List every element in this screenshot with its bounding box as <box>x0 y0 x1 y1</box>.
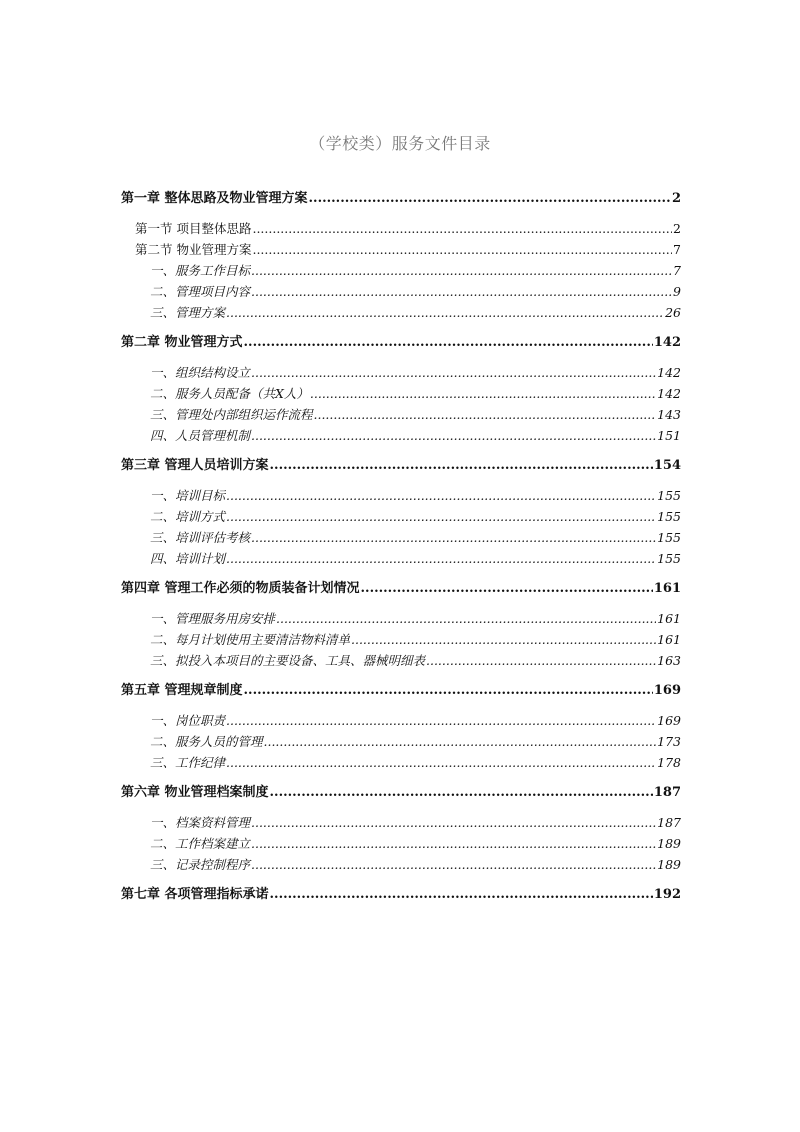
toc-label: 第七章 各项管理指标承诺 <box>121 887 269 902</box>
toc-page-number: 189 <box>657 857 681 872</box>
toc-section-1-2[interactable] <box>121 239 681 260</box>
toc-page-number: 143 <box>657 407 681 422</box>
toc-item[interactable] <box>121 854 681 875</box>
toc-item[interactable] <box>121 527 681 548</box>
toc-label: 四、培训计划 <box>150 551 226 566</box>
toc-item[interactable] <box>121 485 681 506</box>
dot-leader <box>251 362 656 383</box>
toc-label: 三、记录控制程序 <box>150 857 251 872</box>
toc-item[interactable] <box>121 548 681 569</box>
toc-label: 三、管理处内部组织运作流程 <box>150 407 313 422</box>
dot-leader <box>252 218 672 239</box>
toc-label: 第一节 项目整体思路 <box>135 221 252 236</box>
toc-page-number: 161 <box>653 581 681 596</box>
toc-label: 二、服务人员配备（共X人） <box>150 386 309 401</box>
toc-item[interactable] <box>121 629 681 650</box>
toc-page-number: 9 <box>673 284 681 299</box>
toc-item[interactable] <box>121 281 681 302</box>
toc-label: 第五章 管理规章制度 <box>121 683 243 698</box>
toc-chapter-2[interactable] <box>121 332 681 354</box>
toc-page-number: 173 <box>657 734 681 749</box>
dot-leader <box>226 548 656 569</box>
dot-leader <box>226 752 656 773</box>
toc-item[interactable] <box>121 752 681 773</box>
toc-item[interactable] <box>121 260 681 281</box>
toc-label: 一、岗位职责 <box>150 713 226 728</box>
toc-chapter-6[interactable] <box>121 782 681 804</box>
toc-chapter-5[interactable] <box>121 680 681 702</box>
toc-item[interactable] <box>121 812 681 833</box>
toc-page-number: 155 <box>657 551 681 566</box>
dot-leader <box>264 731 657 752</box>
toc-page-number: 154 <box>653 458 681 473</box>
toc-label: 四、人员管理机制 <box>150 428 251 443</box>
dot-leader <box>426 650 656 671</box>
toc-page-number: 26 <box>665 305 681 320</box>
toc-page-number: 155 <box>657 488 681 503</box>
toc-item[interactable] <box>121 833 681 854</box>
toc-page-number: 155 <box>657 509 681 524</box>
toc-page-number: 142 <box>657 386 681 401</box>
toc-label: 三、管理方案 <box>150 305 226 320</box>
toc-label: 三、培训评估考核 <box>150 530 251 545</box>
toc-page-number: 142 <box>657 365 681 380</box>
toc-chapter-7[interactable] <box>121 884 681 906</box>
toc-page-number: 187 <box>657 815 681 830</box>
dot-leader <box>276 608 656 629</box>
dot-leader <box>226 506 656 527</box>
dot-leader <box>244 332 653 354</box>
dot-leader <box>314 404 657 425</box>
dot-leader <box>310 383 656 404</box>
toc-label: 一、培训目标 <box>150 488 226 503</box>
toc-chapter-3[interactable] <box>121 455 681 477</box>
toc-item[interactable] <box>121 383 681 404</box>
toc-item[interactable] <box>121 362 681 383</box>
toc-page-number: 169 <box>657 713 681 728</box>
toc-item[interactable] <box>121 608 681 629</box>
toc-label: 二、工作档案建立 <box>150 836 251 851</box>
dot-leader <box>251 281 672 302</box>
toc-item[interactable] <box>121 425 681 446</box>
dot-leader <box>251 260 672 281</box>
toc-page-number: 187 <box>653 785 681 800</box>
dot-leader <box>351 629 656 650</box>
toc-label: 第三章 管理人员培训方案 <box>121 458 269 473</box>
toc-label: 三、工作纪律 <box>150 755 226 770</box>
toc-item[interactable] <box>121 650 681 671</box>
dot-leader <box>251 527 656 548</box>
toc-item[interactable] <box>121 731 681 752</box>
toc-label: 二、服务人员的管理 <box>150 734 263 749</box>
table-of-contents <box>121 188 681 906</box>
toc-label: 第四章 管理工作必须的物质装备计划情况 <box>121 581 360 596</box>
dot-leader <box>226 485 656 506</box>
toc-page-number: 161 <box>657 611 681 626</box>
toc-page-number: 155 <box>657 530 681 545</box>
toc-label: 一、档案资料管理 <box>150 815 251 830</box>
dot-leader <box>309 188 671 210</box>
toc-label: 一、服务工作目标 <box>150 263 251 278</box>
toc-page-number: 142 <box>653 335 681 350</box>
toc-page-number: 178 <box>657 755 681 770</box>
toc-page-number: 7 <box>673 263 681 278</box>
dot-leader <box>270 782 653 804</box>
toc-page-number: 151 <box>657 428 681 443</box>
toc-label: 第六章 物业管理档案制度 <box>121 785 269 800</box>
toc-item[interactable] <box>121 302 681 323</box>
dot-leader <box>226 710 656 731</box>
toc-page-number: 192 <box>653 887 681 902</box>
toc-item[interactable] <box>121 404 681 425</box>
toc-label: 第二章 物业管理方式 <box>121 335 243 350</box>
toc-label: 三、拟投入本项目的主要设备、工具、器械明细表 <box>150 653 426 668</box>
dot-leader <box>251 425 656 446</box>
dot-leader <box>244 680 653 702</box>
dot-leader <box>270 884 653 906</box>
dot-leader <box>270 455 653 477</box>
toc-page-number: 189 <box>657 836 681 851</box>
toc-label: 二、管理项目内容 <box>150 284 251 299</box>
toc-item[interactable] <box>121 710 681 731</box>
toc-label: 第二节 物业管理方案 <box>135 242 252 257</box>
dot-leader <box>251 854 656 875</box>
toc-page-number: 7 <box>673 242 681 257</box>
toc-label: 第一章 整体思路及物业管理方案 <box>121 191 308 206</box>
toc-label: 二、培训方式 <box>150 509 226 524</box>
toc-page-number: 169 <box>653 683 681 698</box>
toc-chapter-1[interactable] <box>121 188 681 210</box>
dot-leader <box>226 302 664 323</box>
toc-item[interactable] <box>121 506 681 527</box>
document-title: （学校类）服务文件目录 <box>309 134 491 153</box>
toc-section-1-1[interactable] <box>121 218 681 239</box>
toc-page-number: 2 <box>671 191 681 206</box>
dot-leader <box>251 812 656 833</box>
dot-leader <box>361 578 653 600</box>
toc-page-number: 163 <box>657 653 681 668</box>
toc-label: 一、管理服务用房安排 <box>150 611 276 626</box>
toc-chapter-4[interactable] <box>121 578 681 600</box>
toc-page-number: 161 <box>657 632 681 647</box>
toc-page-number: 2 <box>673 221 681 236</box>
toc-label: 二、每月计划使用主要清洁物料清单 <box>150 632 351 647</box>
dot-leader <box>251 833 656 854</box>
toc-label: 一、组织结构设立 <box>150 365 251 380</box>
dot-leader <box>252 239 672 260</box>
